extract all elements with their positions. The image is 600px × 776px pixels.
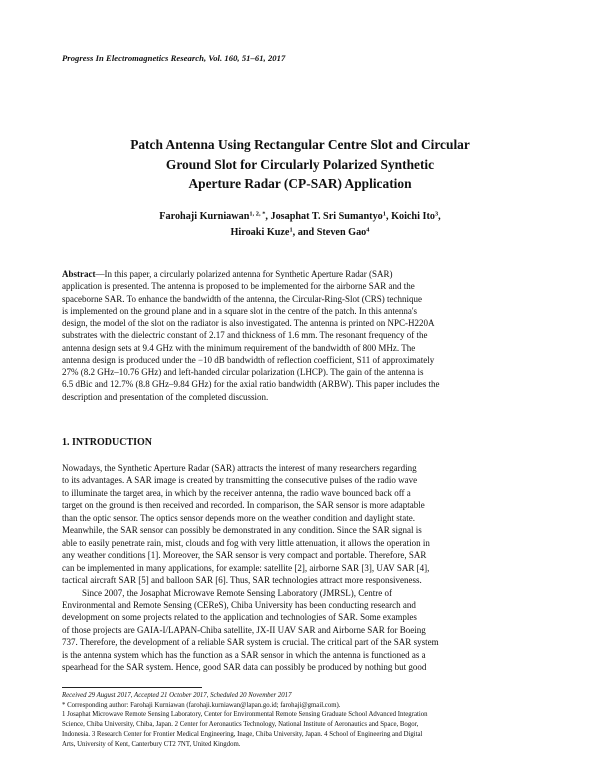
author-affiliation-mark: 1 bbox=[289, 226, 293, 233]
corresponding-author: * Corresponding author: Farohaji Kurniawan (farohaji.kurniawan@lapan.go.id; farohaji@gmail.com). bbox=[62, 701, 341, 709]
author-separator: , bbox=[265, 211, 268, 222]
journal-citation: Progress In Electromagnetics Research, Vol. 160, 51–61, 2017 bbox=[62, 53, 286, 63]
author-affiliation-mark: 1 bbox=[382, 210, 386, 218]
body-line: any weather conditions [1]. Moreover, the SAR sensor is very compact and portable. Therefore, SAR bbox=[62, 550, 427, 561]
author-name: Koichi Ito bbox=[391, 211, 435, 222]
section-heading: 1. INTRODUCTION bbox=[62, 437, 153, 448]
author-separator: , bbox=[438, 211, 441, 222]
body-line: can be implemented in many applications, for example: satellite [2], airborne SAR [3], UAV SAR [4], bbox=[62, 562, 430, 573]
affiliation-line: 1 Josaphat Microwave Remote Sensing Laboratory, Center for Environmental Remote Sensing Graduate School Advanced Integration bbox=[62, 711, 428, 719]
body-line: development on some projects related to the application and technologies of SAR. Some examples bbox=[62, 612, 417, 623]
footnote-divider bbox=[62, 687, 202, 688]
author-affiliation-mark: 4 bbox=[366, 226, 370, 233]
affiliation-line: Arts, University of Kent, Canterbury CT2 7NT, United Kingdom. bbox=[62, 740, 241, 748]
abstract-label: Abstract bbox=[62, 269, 96, 279]
abstract-line: substrates with the dielectric constant of 2.17 and thickness of 1.6 mm. The resonant frequency of the bbox=[62, 330, 428, 341]
abstract-line: antenna design sets at 9.4 GHz with the minimum requirement of the bandwidth of 800 MHz. The bbox=[62, 342, 416, 353]
affiliation-line: Science, Chiba University, Chiba, Japan. 2 Center for Aeronautics Technology, National Institute of Aeronautics and Space, Bogor, bbox=[62, 721, 419, 729]
body-line: spearhead for the SAR system. Hence, good SAR data can possibly be produced by nothing but good bbox=[62, 662, 427, 673]
author-affiliation-mark: 3 bbox=[434, 210, 439, 218]
abstract-line: 27% (8.2 GHz–10.76 GHz) and left-handed circular polarization (LHCP). The gain of the antenna is bbox=[62, 367, 424, 377]
author-affiliation-mark: 1, 2, * bbox=[249, 210, 266, 218]
abstract-line: design, the model of the slot on the radiator is also investigated. The antenna is printed on NPC-H220A bbox=[62, 318, 435, 328]
author-line bbox=[80, 209, 520, 225]
abstract-line: Abstract—In this paper, a circularly polarized antenna for Synthetic Aperture Radar (SAR) bbox=[62, 269, 393, 279]
body-line: to its advantages. A SAR image is created by transmitting the consecutive pulses of the radio wave bbox=[62, 475, 418, 486]
author-name: Farohaji Kurniawan bbox=[159, 211, 250, 222]
introduction-body bbox=[62, 462, 538, 674]
author-name: Josaphat T. Sri Sumantyo bbox=[270, 211, 383, 222]
author-conjunction: , and bbox=[292, 226, 315, 238]
title-line: Patch Antenna Using Rectangular Centre Slot and Circular bbox=[130, 137, 470, 152]
author-separator: , bbox=[385, 211, 389, 222]
body-line: Since 2007, the Josaphat Microwave Remote Sensing Laboratory (JMRSL), Centre of bbox=[82, 587, 392, 598]
abstract-line: 6.5 dBic and 12.7% (8.8 GHz–9.84 GHz) for the axial ratio bandwidth (ARBW). This paper includes the bbox=[62, 379, 440, 390]
body-line: to illuminate the target area, in which by the receiver antenna, the radio wave bounced back off a bbox=[62, 487, 411, 498]
affiliation-line: Indonesia. 3 Research Center for Frontier Medical Engineering, Inage, Chiba University, Japan. 4 School of Engineering and Digital bbox=[62, 730, 423, 738]
body-line: tactical aircraft SAR [5] and balloon SAR [6]. Thus, SAR technologies attract more responsiveness. bbox=[62, 575, 422, 586]
paper-title bbox=[80, 135, 520, 194]
body-line: of those projects are GAIA-I/LAPAN-Chiba satellite, JX-II UAV SAR and Airborne SAR for Boeing bbox=[62, 624, 426, 635]
body-line: 737. Therefore, the development of a reliable SAR system is crucial. The critical part of the SAR system bbox=[62, 637, 439, 648]
abstract-line: description and presentation of the completed discussion. bbox=[62, 391, 269, 402]
author-name: Steven Gao bbox=[316, 226, 367, 238]
abstract-line: spaceborne SAR. To enhance the bandwidth of the antenna, the Circular-Ring-Slot (CRS) technique bbox=[62, 293, 422, 304]
abstract-line: application is presented. The antenna is proposed to be implemented for the airborne SAR and the bbox=[62, 281, 415, 292]
body-line: Nowadays, the Synthetic Aperture Radar (SAR) attracts the interest of many researchers regarding bbox=[62, 463, 417, 473]
body-line: is the antenna system which has the function as a SAR sensor in which the antenna is functioned as a bbox=[62, 649, 426, 660]
abstract bbox=[62, 268, 538, 403]
title-line: Aperture Radar (CP-SAR) Application bbox=[188, 176, 412, 192]
author-name: Hiroaki Kuze bbox=[230, 226, 290, 238]
body-line: target on the ground is then received and recorded. In comparison, the SAR sensor is more adaptable bbox=[62, 500, 425, 511]
received-dates: Received 29 August 2017, Accepted 21 October 2017, Scheduled 20 November 2017 bbox=[62, 692, 292, 699]
author-list bbox=[80, 209, 520, 240]
body-line: Environmental and Remote Sensing (CEReS), Chiba University has been conducting research and bbox=[62, 599, 416, 610]
body-line: Meanwhile, the SAR sensor can possibly be demonstrated in any condition. Since the SAR signal is bbox=[62, 525, 422, 536]
footnotes bbox=[62, 691, 542, 749]
body-line: able to easily penetrate rain, mist, clouds and fog with very little attenuation, it allows the operation in bbox=[62, 537, 430, 548]
abstract-line: antenna design is produced under the −10 dB bandwidth of reflection coefficient, S11 of approximately bbox=[62, 354, 435, 365]
body-line: than the optic sensor. The optics sensor depends more on the weather condition and daylight state. bbox=[62, 512, 415, 523]
title-line: Ground Slot for Circularly Polarized Synthetic bbox=[165, 156, 435, 172]
abstract-line: is implemented on the ground plane and in a square slot in the centre of the patch. In this antenna's bbox=[62, 305, 418, 316]
author-line bbox=[80, 225, 520, 241]
